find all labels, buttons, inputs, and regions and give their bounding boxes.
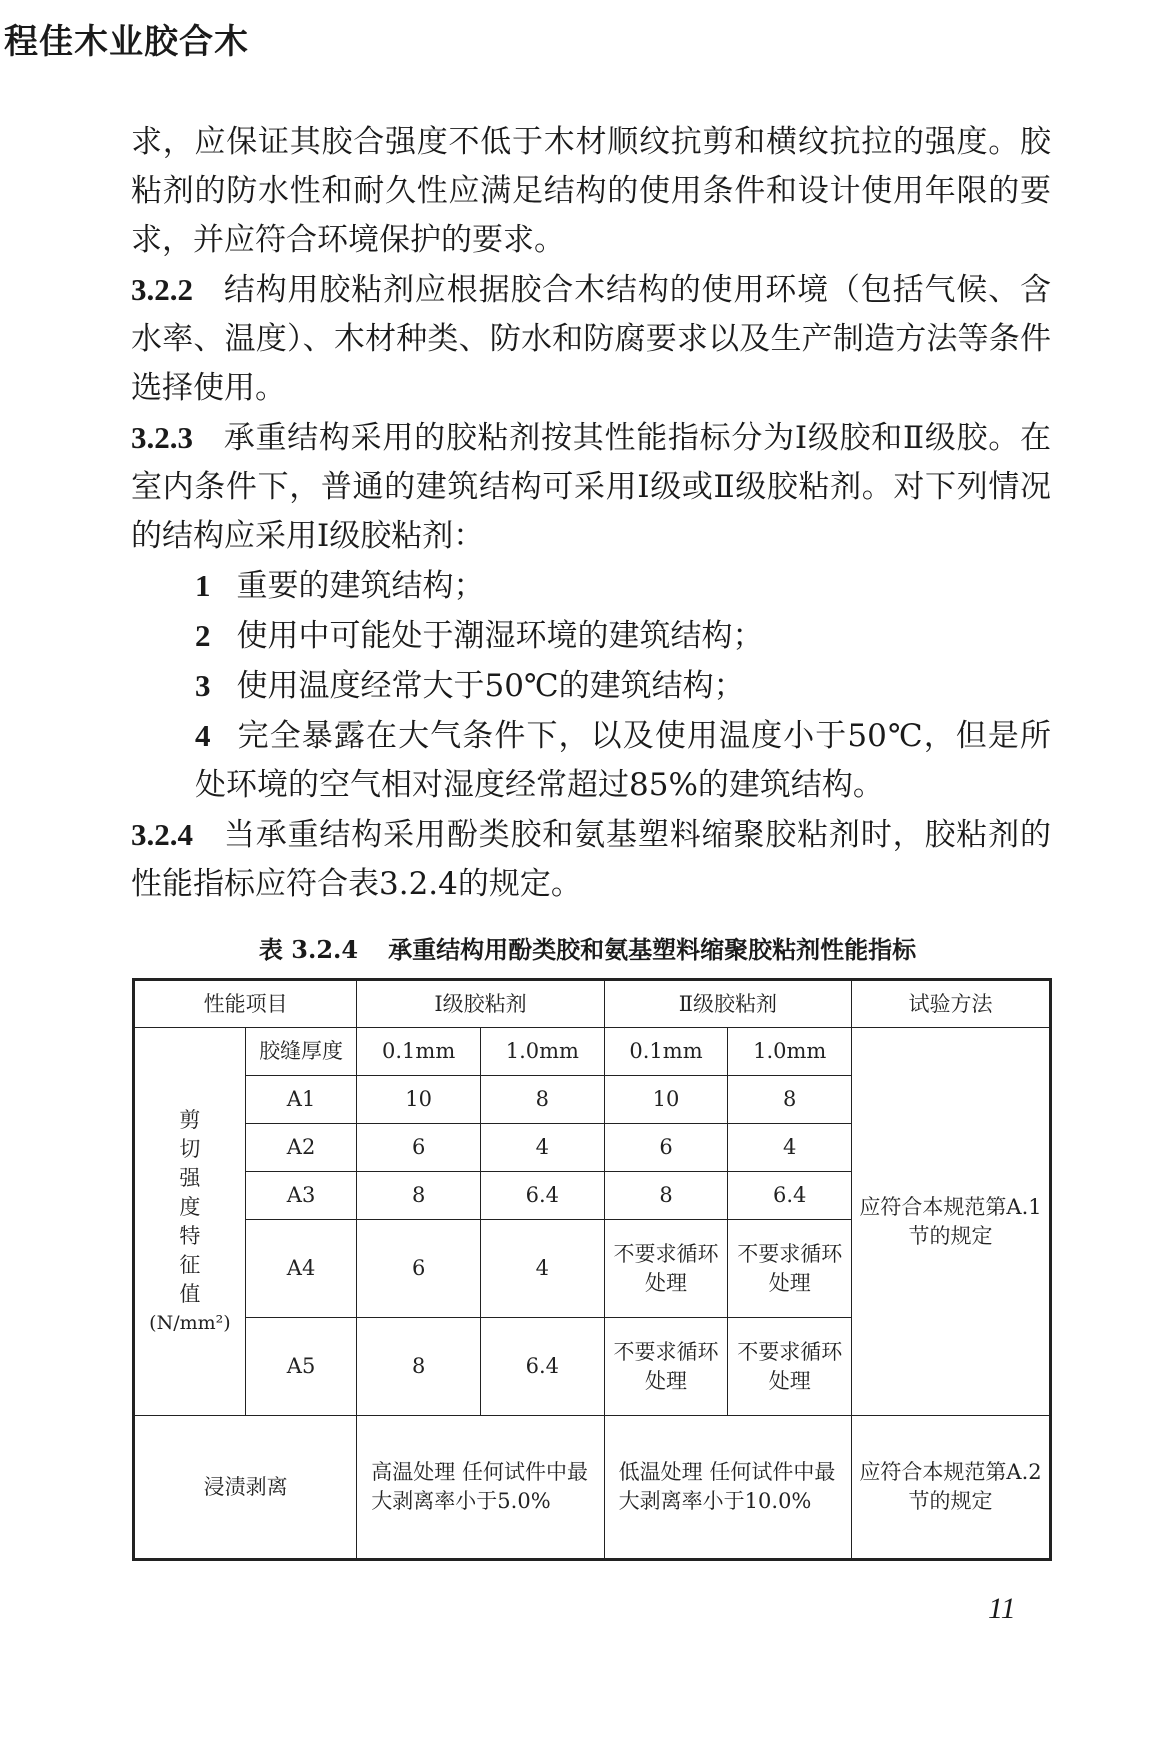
table-cell: 6: [604, 1124, 728, 1172]
table-cell: 4: [480, 1220, 604, 1318]
table-cell: 8: [357, 1318, 481, 1416]
row-label: A3: [245, 1172, 356, 1220]
vertical-char: 值: [179, 1281, 201, 1306]
table-cell: 8: [728, 1076, 852, 1124]
paragraph-continuation: 求，应保证其胶合强度不低于木材顺纹抗剪和横纹抗拉的强度。胶粘剂的防水性和耐久性应满足结构的使用条件和设计使用年限的要求，并应符合环境保护的要求。: [131, 124, 1051, 258]
clause-3-2-4: [131, 810, 1051, 909]
list-item: [131, 561, 1051, 611]
shear-strength-label: [134, 1028, 246, 1416]
table-cell: 不要求循环处理: [604, 1318, 728, 1416]
item-number: 4: [195, 718, 211, 753]
body-text: [131, 118, 1051, 909]
table-row: [134, 1028, 1051, 1076]
vertical-char: 强: [179, 1165, 201, 1190]
item-text: 重要的建筑结构；: [236, 568, 485, 604]
header-grade2: Ⅱ级胶粘剂: [604, 980, 851, 1028]
brand-watermark: 程佳木业胶合木: [4, 22, 249, 62]
item-number: 1: [195, 568, 211, 603]
immersion-grade2: 低温处理 任何试件中最大剥离率小于10.0%: [604, 1416, 851, 1560]
vertical-char: 特: [179, 1223, 201, 1248]
table-cell: 不要求循环处理: [728, 1318, 852, 1416]
table-header-row: [134, 980, 1051, 1028]
immersion-method: 应符合本规范第A.2节的规定: [852, 1416, 1051, 1560]
table-cell: 1.0mm: [480, 1028, 604, 1076]
table-cell: 6: [357, 1220, 481, 1318]
table-cell: 6.4: [480, 1318, 604, 1416]
item-text: 使用中可能处于潮湿环境的建筑结构；: [236, 618, 764, 654]
immersion-label: 浸渍剥离: [134, 1416, 357, 1560]
table-caption-number: 表 3.2.4: [258, 935, 359, 964]
vertical-char: 剪: [179, 1107, 201, 1132]
immersion-grade1: 高温处理 任何试件中最大剥离率小于5.0%: [357, 1416, 604, 1560]
item-number: 3: [195, 668, 211, 703]
table-row: [134, 1416, 1051, 1560]
vertical-char: 切: [179, 1136, 201, 1161]
row-label: A2: [245, 1124, 356, 1172]
clause-text: 当承重结构采用酚类胶和氨基塑料缩聚胶粘剂时，胶粘剂的性能指标应符合表3.2.4的规定。: [131, 817, 1051, 902]
thickness-label: 胶缝厚度: [245, 1028, 356, 1076]
table-cell: 不要求循环处理: [604, 1220, 728, 1318]
table-caption-text: 承重结构用酚类胶和氨基塑料缩聚胶粘剂性能指标: [388, 935, 917, 964]
list-item: [131, 661, 1051, 711]
table-cell: 不要求循环处理: [728, 1220, 852, 1318]
shear-method-cell: 应符合本规范第A.1节的规定: [852, 1028, 1051, 1416]
spec-table: [132, 978, 1052, 1561]
list-item: [131, 711, 1051, 810]
row-label: A5: [245, 1318, 356, 1416]
header-grade1: Ⅰ级胶粘剂: [357, 980, 604, 1028]
item-text: 完全暴露在大气条件下，以及使用温度小于50℃，但是所处环境的空气相对湿度经常超过85%的建筑结构。: [195, 718, 1051, 803]
row-label: A4: [245, 1220, 356, 1318]
table-cell: 4: [728, 1124, 852, 1172]
row-label: A1: [245, 1076, 356, 1124]
clause-3-2-3: [131, 413, 1051, 561]
table-cell: 10: [604, 1076, 728, 1124]
table-cell: 4: [480, 1124, 604, 1172]
vertical-char: 征: [179, 1252, 201, 1277]
table-cell: 8: [604, 1172, 728, 1220]
table-cell: 6.4: [480, 1172, 604, 1220]
shear-unit: (N/mm²): [149, 1311, 231, 1334]
table-cell: 6.4: [728, 1172, 852, 1220]
table-cell: 10: [357, 1076, 481, 1124]
table-cell: 0.1mm: [357, 1028, 481, 1076]
header-item: 性能项目: [134, 980, 357, 1028]
list-item: [131, 611, 1051, 661]
item-number: 2: [195, 618, 211, 653]
clause-text: 结构用胶粘剂应根据胶合木结构的使用环境（包括气候、含水率、温度）、木材种类、防水和防腐要求以及生产制造方法等条件选择使用。: [131, 272, 1051, 406]
page-number: 11: [988, 1592, 1016, 1625]
table-cell: 6: [357, 1124, 481, 1172]
clause-number: 3.2.2: [131, 272, 193, 307]
table-cell: 8: [357, 1172, 481, 1220]
item-text: 使用温度经常大于50℃的建筑结构；: [236, 668, 745, 704]
clause-number: 3.2.3: [131, 420, 193, 455]
vertical-char: 度: [179, 1194, 201, 1219]
clause-number: 3.2.4: [131, 817, 193, 852]
table-cell: 1.0mm: [728, 1028, 852, 1076]
table-cell: 0.1mm: [604, 1028, 728, 1076]
clause-text: 承重结构采用的胶粘剂按其性能指标分为Ⅰ级胶和Ⅱ级胶。在室内条件下，普通的建筑结构可采用Ⅰ级或Ⅱ级胶粘剂。对下列情况的结构应采用Ⅰ级胶粘剂：: [131, 420, 1051, 554]
table-caption: [0, 930, 1175, 965]
clause-3-2-2: [131, 265, 1051, 413]
header-method: 试验方法: [852, 980, 1051, 1028]
table-cell: 8: [480, 1076, 604, 1124]
